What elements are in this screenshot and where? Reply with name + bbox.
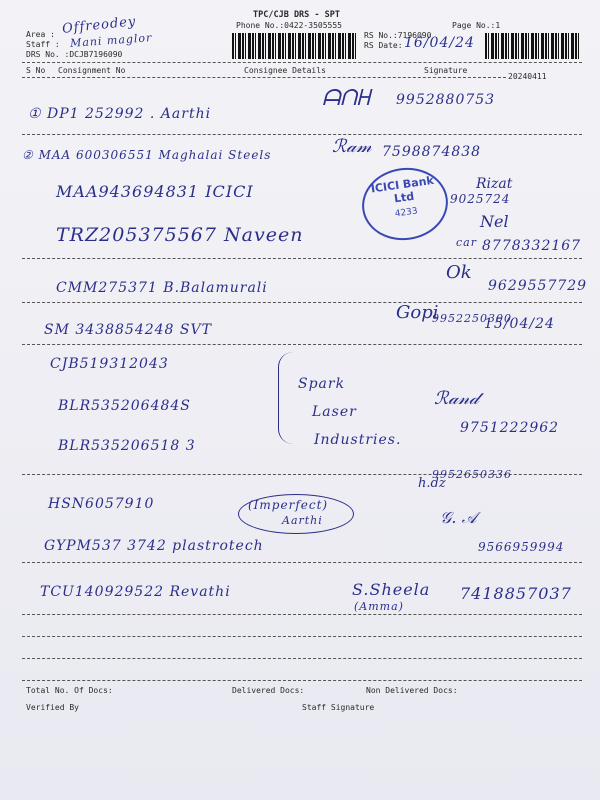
entry-8: BLR535206484S xyxy=(58,398,191,414)
sheela-signature: S.Sheela xyxy=(352,580,431,599)
phone-3: 9025724 xyxy=(450,192,511,206)
divider xyxy=(22,62,582,63)
col-sno: S No xyxy=(26,66,46,75)
entry-3: MAA943694831 ICICI xyxy=(56,182,254,201)
verified-by: Verified By xyxy=(26,703,79,712)
signature-4: Nel xyxy=(480,212,509,231)
divider xyxy=(22,302,582,303)
phone-4: 8778332167 xyxy=(482,238,582,254)
rs-date-label: RS Date: xyxy=(364,41,403,50)
entry-9: BLR535206518 3 xyxy=(58,438,196,454)
drs-number: DRS No. :DCJB7196090 xyxy=(26,50,123,59)
spark-label: Spark xyxy=(298,376,346,392)
phone-6: 9952250300 xyxy=(432,312,512,325)
area-label: Area : xyxy=(26,30,55,39)
divider xyxy=(22,562,582,563)
laser-label: Laser xyxy=(312,404,357,420)
divider xyxy=(22,636,582,637)
signature-3: Rizat xyxy=(476,176,513,192)
entry-6: SM 3438854248 SVT xyxy=(44,322,212,338)
bracket xyxy=(278,352,293,444)
signature-7: ℛ𝒶𝓃𝒹 xyxy=(434,388,479,409)
industries-label: Industries. xyxy=(314,432,402,448)
total-docs: Total No. Of Docs: xyxy=(26,686,113,695)
entry-4: TRZ205375567 Naveen xyxy=(56,224,304,246)
bank-stamp xyxy=(357,162,452,245)
staff-label: Staff : xyxy=(26,40,60,49)
phone-2: 7598874838 xyxy=(382,144,482,160)
signature-6: Gopi xyxy=(396,302,439,323)
barcode-right xyxy=(485,33,581,59)
col-signature: Signature xyxy=(424,66,468,75)
staff-value: Mani maglor xyxy=(69,31,153,50)
phone-7: 9751222962 xyxy=(460,420,560,436)
phone-number: Phone No.:0422-3505555 xyxy=(236,21,342,30)
col-consignee: Consignee Details xyxy=(244,66,326,75)
divider xyxy=(22,344,582,345)
signature-5: Ok xyxy=(446,262,472,283)
staff-signature: Staff Signature xyxy=(302,703,375,712)
area-value: Offreodey xyxy=(61,14,137,37)
stamp-line-1: ICICI Bank Ltd xyxy=(370,173,435,206)
non-delivered-docs: Non Delivered Docs: xyxy=(366,686,458,695)
divider xyxy=(22,258,582,259)
divider xyxy=(22,658,582,659)
stamp-line-2: 4233 xyxy=(394,206,419,220)
phone-12: 7418857037 xyxy=(460,584,572,603)
signature-2: ℛ𝒶𝓂 xyxy=(332,136,372,157)
divider xyxy=(22,614,582,615)
page-number: Page No.:1 xyxy=(452,21,501,30)
date-signature: 15/04/24 xyxy=(484,316,555,332)
phone-1: 9952880753 xyxy=(396,92,496,108)
car-note: car xyxy=(456,236,477,249)
phone-h: 9952650336 xyxy=(432,468,512,481)
imperfect-label: (Imperfect) xyxy=(248,498,329,512)
entry-7: CJB519312043 xyxy=(50,356,169,372)
doc-title: TPC/CJB DRS - SPT xyxy=(253,10,340,20)
delivered-docs: Delivered Docs: xyxy=(232,686,305,695)
signature-h: h.dz xyxy=(418,476,446,491)
entry-11: GYPM537 3742 plastrotech xyxy=(44,538,264,554)
signature-1: ᗩᑎᕼ xyxy=(322,86,370,111)
col-consignment: Consignment No xyxy=(58,66,126,75)
entry-5: CMM275371 B.Balamurali xyxy=(56,280,268,296)
date-code: 20240411 xyxy=(508,72,547,81)
barcode-left xyxy=(232,33,356,59)
amma-label: (Amma) xyxy=(354,600,404,613)
entry-1: ① DP1 252992 . Aarthi xyxy=(28,106,212,122)
divider xyxy=(22,77,506,78)
phone-11: 9566959994 xyxy=(478,540,565,554)
signature-8: 𝒢. 𝒜 xyxy=(440,508,477,527)
entry-10: HSN6057910 xyxy=(48,496,155,512)
rs-date-value: 16/04/24 xyxy=(404,35,475,51)
rs-number: RS No.:7196090 xyxy=(364,31,432,40)
entry-2: ② MAA 600306551 Maghalai Steels xyxy=(22,148,272,162)
phone-5: 9629557729 xyxy=(488,278,588,294)
entry-12: TCU140929522 Revathi xyxy=(40,584,231,600)
divider xyxy=(22,134,582,135)
aarthi-label: Aarthi xyxy=(282,514,323,527)
divider xyxy=(22,680,582,681)
